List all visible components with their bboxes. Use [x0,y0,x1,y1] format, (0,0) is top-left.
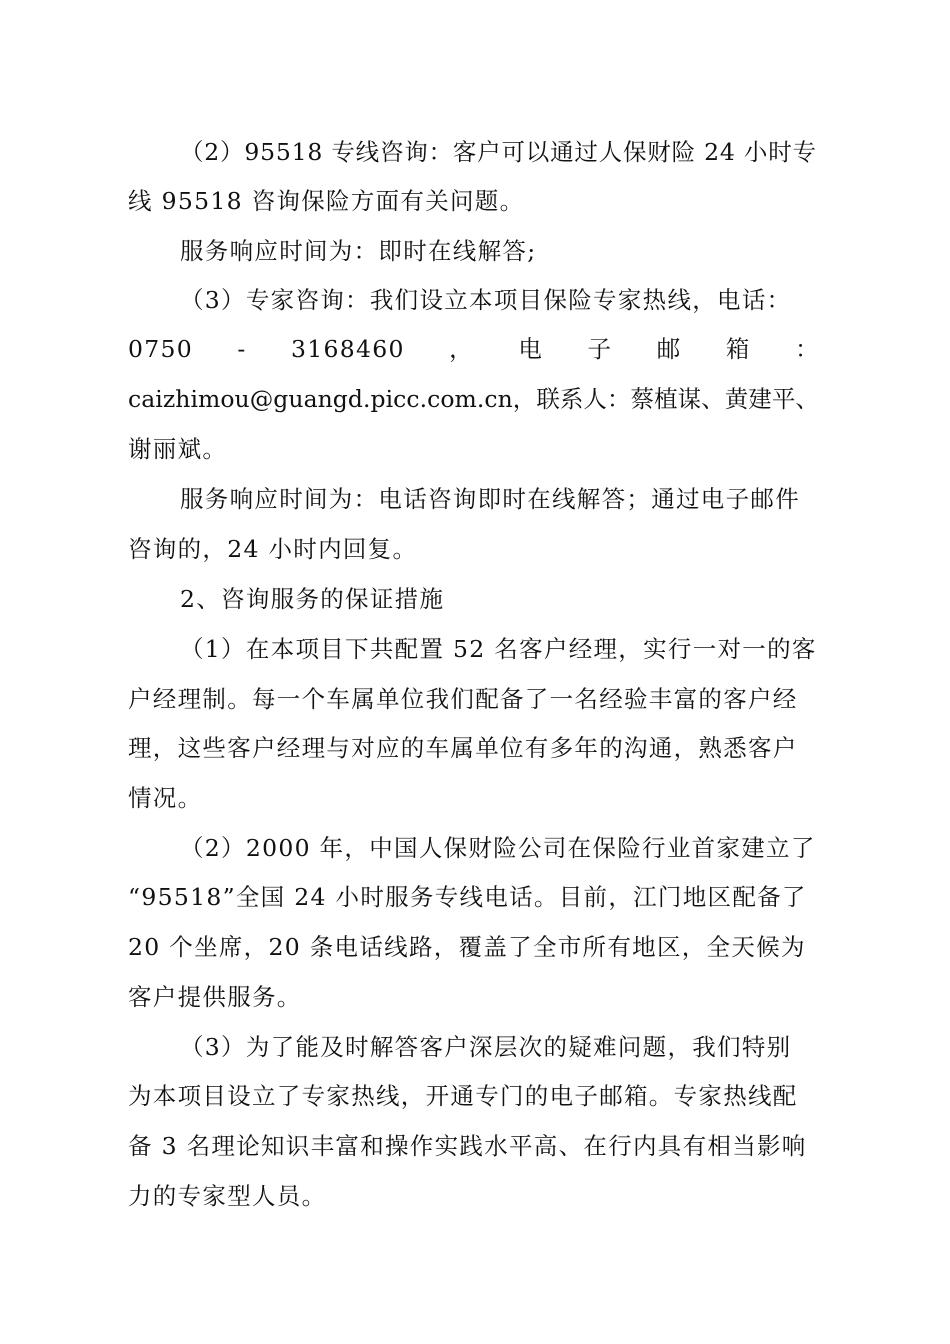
email-label-char: 电 [518,335,544,363]
paragraph-expert-line-2 [128,334,820,364]
email-label-char: 箱 [725,335,751,363]
paragraph-95518-line-1: （2）95518 专线咨询：客户可以通过人保财险 24 小时专 [180,138,817,166]
paragraph-managers-line-3: 理，这些客户经理与对应的车属单位有多年的沟通，熟悉客户 [128,734,798,762]
paragraph-hotline-line-2: “95518”全国 24 小时服务专线电话。目前，江门地区配备了 [128,883,807,911]
comma: ， [449,335,474,363]
paragraph-hotline-line-3: 20 个坐席，20 条电话线路，覆盖了全市所有地区，全天候为 [128,933,806,961]
colon: ： [795,335,820,363]
paragraph-managers-line-4: 情况。 [128,784,203,812]
phone-dash: - [237,335,247,363]
paragraph-managers-line-2: 户经理制。每一个车属单位我们配备了一名经验丰富的客户经 [128,685,798,713]
paragraph-expert-team-line-2: 为本项目设立了专家热线，开通专门的电子邮箱。专家热线配 [128,1082,798,1110]
email-label-char: 子 [587,335,613,363]
paragraph-response-line-2: 咨询的，24 小时内回复。 [128,535,418,563]
paragraph-hotline-line-4: 客户提供服务。 [128,983,302,1011]
paragraph-expert-line-1: （3）专家咨询：我们设立本项目保险专家热线，电话： [180,286,792,314]
section-heading: 2、咨询服务的保证措施 [180,585,445,613]
paragraph-expert-team-line-1: （3）为了能及时解答客户深层次的疑难问题，我们特别 [180,1033,792,1061]
paragraph-expert-line-3: caizhimou@guangd.picc.com.cn，联系人：蔡植谋、黄建平、 [128,385,819,413]
paragraph-95518-line-2: 线 95518 咨询保险方面有关问题。 [128,187,525,215]
paragraph-expert-team-line-3: 备 3 名理论知识丰富和操作实践水平高、在行内具有相当影响 [128,1132,807,1160]
paragraph-response-line-1: 服务响应时间为：电话咨询即时在线解答；通过电子邮件 [180,485,800,513]
paragraph-managers-line-1: （1）在本项目下共配置 52 名客户经理，实行一对一的客 [180,635,817,663]
response-time-line: 服务响应时间为：即时在线解答; [180,237,537,265]
paragraph-expert-line-4: 谢丽斌。 [128,435,228,463]
phone-area-code: 0750 [128,335,194,363]
phone-number: 3168460 [291,335,405,363]
paragraph-hotline-line-1: （2）2000 年，中国人保财险公司在保险行业首家建立了 [180,834,816,862]
paragraph-expert-team-line-4: 力的专家型人员。 [128,1182,327,1210]
email-label-char: 邮 [656,335,682,363]
